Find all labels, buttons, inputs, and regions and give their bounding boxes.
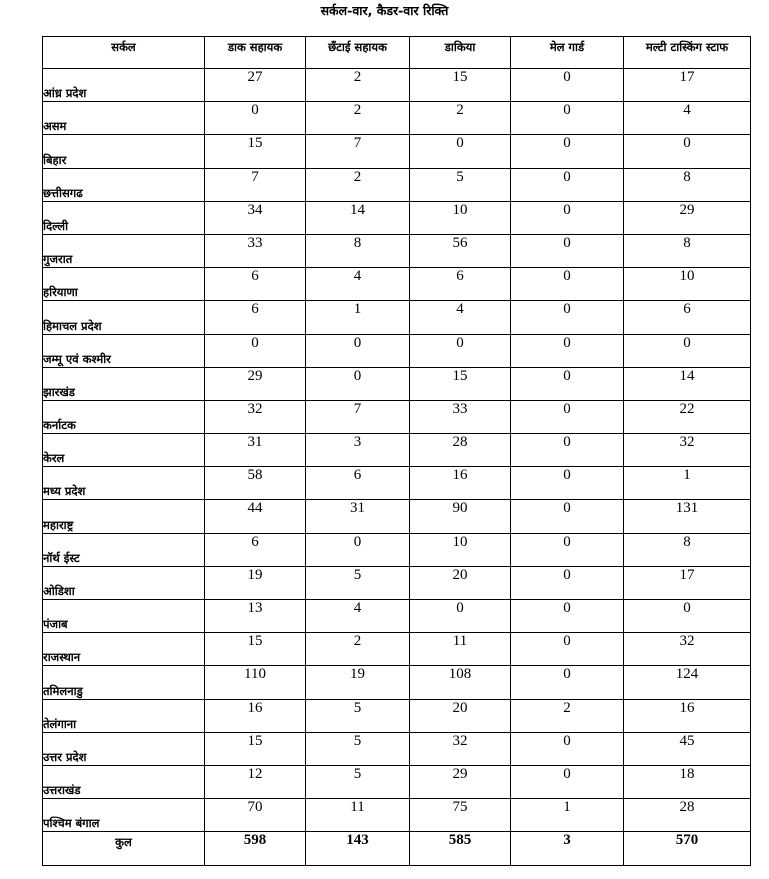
- cell-mail-guard: 0: [511, 566, 624, 599]
- cell-mts: 4: [624, 102, 751, 135]
- cell-postman: 4: [410, 301, 511, 334]
- circle-name: पश्चिम बंगाल: [43, 799, 205, 832]
- cell-mail-guard: 0: [511, 102, 624, 135]
- cell-mts: 8: [624, 168, 751, 201]
- cell-mail-guard: 0: [511, 600, 624, 633]
- cell-postal-assistant: 19: [205, 566, 306, 599]
- cell-postal-assistant: 15: [205, 135, 306, 168]
- cell-mts: 17: [624, 566, 751, 599]
- cell-mts: 29: [624, 201, 751, 234]
- cell-postman: 29: [410, 765, 511, 798]
- cell-postman: 90: [410, 500, 511, 533]
- cell-mts: 22: [624, 400, 751, 433]
- column-header-postman: डाकिया: [410, 37, 511, 69]
- circle-name: उत्तर प्रदेश: [43, 732, 205, 765]
- circle-name: छत्तीसगढ: [43, 168, 205, 201]
- cell-postman: 20: [410, 566, 511, 599]
- cell-sorting-assistant: 1: [306, 301, 410, 334]
- cell-mts: 8: [624, 234, 751, 267]
- table-row: [43, 102, 751, 135]
- cell-postal-assistant: 29: [205, 367, 306, 400]
- table-row: [43, 168, 751, 201]
- cell-mail-guard: 0: [511, 168, 624, 201]
- circle-name: तेलंगाना: [43, 699, 205, 732]
- cell-postal-assistant: 110: [205, 666, 306, 699]
- cell-postal-assistant: 6: [205, 301, 306, 334]
- cell-postal-assistant: 32: [205, 400, 306, 433]
- cell-postal-assistant: 33: [205, 234, 306, 267]
- circle-name: झारखंड: [43, 367, 205, 400]
- cell-mail-guard: 0: [511, 500, 624, 533]
- circle-name: पंजाब: [43, 600, 205, 633]
- table-row: [43, 533, 751, 566]
- cell-mts: 8: [624, 533, 751, 566]
- circle-name: हरियाणा: [43, 268, 205, 301]
- circle-name: आंध्र प्रदेश: [43, 69, 205, 102]
- cell-mts: 32: [624, 633, 751, 666]
- cell-mts: 14: [624, 367, 751, 400]
- cell-sorting-assistant: 14: [306, 201, 410, 234]
- table-row: [43, 268, 751, 301]
- circle-name: तमिलनाडु: [43, 666, 205, 699]
- circle-name: हिमाचल प्रदेश: [43, 301, 205, 334]
- circle-name: उत्तराखंड: [43, 765, 205, 798]
- circle-name: मध्य प्रदेश: [43, 467, 205, 500]
- cell-postman: 11: [410, 633, 511, 666]
- cell-postman: 16: [410, 467, 511, 500]
- table-body: [43, 69, 751, 866]
- circle-name: बिहार: [43, 135, 205, 168]
- circle-name: दिल्ली: [43, 201, 205, 234]
- cell-mts: 1: [624, 467, 751, 500]
- table-header: [43, 37, 751, 69]
- circle-name: राजस्थान: [43, 633, 205, 666]
- table-row: [43, 666, 751, 699]
- cell-sorting-assistant: 2: [306, 168, 410, 201]
- cell-postman: 75: [410, 799, 511, 832]
- table-row: [43, 400, 751, 433]
- cell-sorting-assistant: 5: [306, 566, 410, 599]
- cell-postman: 56: [410, 234, 511, 267]
- cell-mail-guard: 0: [511, 633, 624, 666]
- circle-name: असम: [43, 102, 205, 135]
- table-row: [43, 301, 751, 334]
- table-row: [43, 201, 751, 234]
- cell-mail-guard: 0: [511, 135, 624, 168]
- header-row: [43, 37, 751, 69]
- cell-postal-assistant: 16: [205, 699, 306, 732]
- cell-postal-assistant: 0: [205, 334, 306, 367]
- cell-sorting-assistant: 31: [306, 500, 410, 533]
- circle-name: ओडिशा: [43, 566, 205, 599]
- cell-postman: 28: [410, 434, 511, 467]
- cell-mail-guard: 0: [511, 732, 624, 765]
- circle-name: केरल: [43, 434, 205, 467]
- table-row: [43, 367, 751, 400]
- table-row: [43, 566, 751, 599]
- cell-sorting-assistant: 5: [306, 765, 410, 798]
- cell-mts: 32: [624, 434, 751, 467]
- table-row: [43, 633, 751, 666]
- cell-postal-assistant: 6: [205, 268, 306, 301]
- table-row: [43, 500, 751, 533]
- cell-mts: 18: [624, 765, 751, 798]
- cell-mail-guard: 0: [511, 234, 624, 267]
- column-header-circle: सर्कल: [43, 37, 205, 69]
- cell-postal-assistant: 12: [205, 765, 306, 798]
- cell-sorting-assistant: 0: [306, 367, 410, 400]
- table-row: [43, 69, 751, 102]
- cell-postman: 10: [410, 533, 511, 566]
- cell-mts: 0: [624, 135, 751, 168]
- cell-sorting-assistant: 6: [306, 467, 410, 500]
- cell-postal-assistant: 13: [205, 600, 306, 633]
- cell-mail-guard: 0: [511, 69, 624, 102]
- cell-mail-guard: 0: [511, 301, 624, 334]
- cell-postman: 0: [410, 334, 511, 367]
- cell-postal-assistant: 44: [205, 500, 306, 533]
- table-row: [43, 732, 751, 765]
- total-label: कुल: [43, 832, 205, 865]
- cell-postal-assistant: 15: [205, 633, 306, 666]
- cell-sorting-assistant: 8: [306, 234, 410, 267]
- cell-postman: 108: [410, 666, 511, 699]
- cell-sorting-assistant: 19: [306, 666, 410, 699]
- cell-mail-guard: 0: [511, 533, 624, 566]
- cell-mail-guard: 0: [511, 666, 624, 699]
- cell-postman: 33: [410, 400, 511, 433]
- table-row: [43, 234, 751, 267]
- cell-postal-assistant: 58: [205, 467, 306, 500]
- total-row: [43, 832, 751, 865]
- circle-name: कर्नाटक: [43, 400, 205, 433]
- table-row: [43, 135, 751, 168]
- cell-postman: 2: [410, 102, 511, 135]
- table-row: [43, 600, 751, 633]
- cell-mail-guard: 2: [511, 699, 624, 732]
- table-row: [43, 799, 751, 832]
- cell-postal-assistant: 27: [205, 69, 306, 102]
- cell-postman: 5: [410, 168, 511, 201]
- cell-mail-guard: 0: [511, 268, 624, 301]
- table-row: [43, 765, 751, 798]
- cell-mts: 570: [624, 832, 751, 865]
- cell-mail-guard: 3: [511, 832, 624, 865]
- cell-mail-guard: 0: [511, 367, 624, 400]
- cell-postman: 32: [410, 732, 511, 765]
- cell-postal-assistant: 31: [205, 434, 306, 467]
- cell-sorting-assistant: 143: [306, 832, 410, 865]
- cell-postal-assistant: 70: [205, 799, 306, 832]
- cell-postal-assistant: 7: [205, 168, 306, 201]
- cell-sorting-assistant: 7: [306, 400, 410, 433]
- cell-sorting-assistant: 2: [306, 633, 410, 666]
- cell-postal-assistant: 598: [205, 832, 306, 865]
- cell-mts: 28: [624, 799, 751, 832]
- cell-sorting-assistant: 4: [306, 268, 410, 301]
- cell-sorting-assistant: 2: [306, 69, 410, 102]
- cell-sorting-assistant: 5: [306, 732, 410, 765]
- column-header-mts: मल्टी टास्किंग स्टाफ: [624, 37, 751, 69]
- column-header-postal-assistant: डाक सहायक: [205, 37, 306, 69]
- cell-sorting-assistant: 0: [306, 533, 410, 566]
- cell-mts: 17: [624, 69, 751, 102]
- cell-postman: 20: [410, 699, 511, 732]
- cell-mts: 131: [624, 500, 751, 533]
- cell-mts: 124: [624, 666, 751, 699]
- column-header-sorting-assistant: छँटाई सहायक: [306, 37, 410, 69]
- cell-mail-guard: 0: [511, 765, 624, 798]
- cell-sorting-assistant: 7: [306, 135, 410, 168]
- table-row: [43, 434, 751, 467]
- cell-postal-assistant: 6: [205, 533, 306, 566]
- cell-postman: 10: [410, 201, 511, 234]
- cell-postal-assistant: 34: [205, 201, 306, 234]
- cell-sorting-assistant: 2: [306, 102, 410, 135]
- cell-sorting-assistant: 5: [306, 699, 410, 732]
- cell-mts: 6: [624, 301, 751, 334]
- circle-name: जम्मू एवं कश्मीर: [43, 334, 205, 367]
- table-row: [43, 467, 751, 500]
- cell-sorting-assistant: 11: [306, 799, 410, 832]
- cell-mail-guard: 0: [511, 400, 624, 433]
- cell-postman: 585: [410, 832, 511, 865]
- circle-name: नॉर्थ ईस्ट: [43, 533, 205, 566]
- page-title: सर्कल-वार, कैडर-वार रिक्ति: [320, 3, 449, 18]
- cell-mail-guard: 0: [511, 334, 624, 367]
- cell-mts: 45: [624, 732, 751, 765]
- cell-postman: 0: [410, 135, 511, 168]
- table-row: [43, 699, 751, 732]
- vacancy-table: [42, 36, 751, 866]
- cell-mail-guard: 0: [511, 467, 624, 500]
- cell-postman: 0: [410, 600, 511, 633]
- cell-mail-guard: 1: [511, 799, 624, 832]
- column-header-mail-guard: मेल गार्ड: [511, 37, 624, 69]
- cell-mts: 0: [624, 334, 751, 367]
- cell-mail-guard: 0: [511, 434, 624, 467]
- cell-postal-assistant: 15: [205, 732, 306, 765]
- cell-postman: 6: [410, 268, 511, 301]
- cell-sorting-assistant: 0: [306, 334, 410, 367]
- cell-postman: 15: [410, 69, 511, 102]
- cell-mts: 0: [624, 600, 751, 633]
- cell-postman: 15: [410, 367, 511, 400]
- cell-mts: 16: [624, 699, 751, 732]
- cell-sorting-assistant: 4: [306, 600, 410, 633]
- circle-name: गुजरात: [43, 234, 205, 267]
- cell-sorting-assistant: 3: [306, 434, 410, 467]
- cell-mail-guard: 0: [511, 201, 624, 234]
- circle-name: महाराष्ट्र: [43, 500, 205, 533]
- cell-mts: 10: [624, 268, 751, 301]
- table-row: [43, 334, 751, 367]
- cell-postal-assistant: 0: [205, 102, 306, 135]
